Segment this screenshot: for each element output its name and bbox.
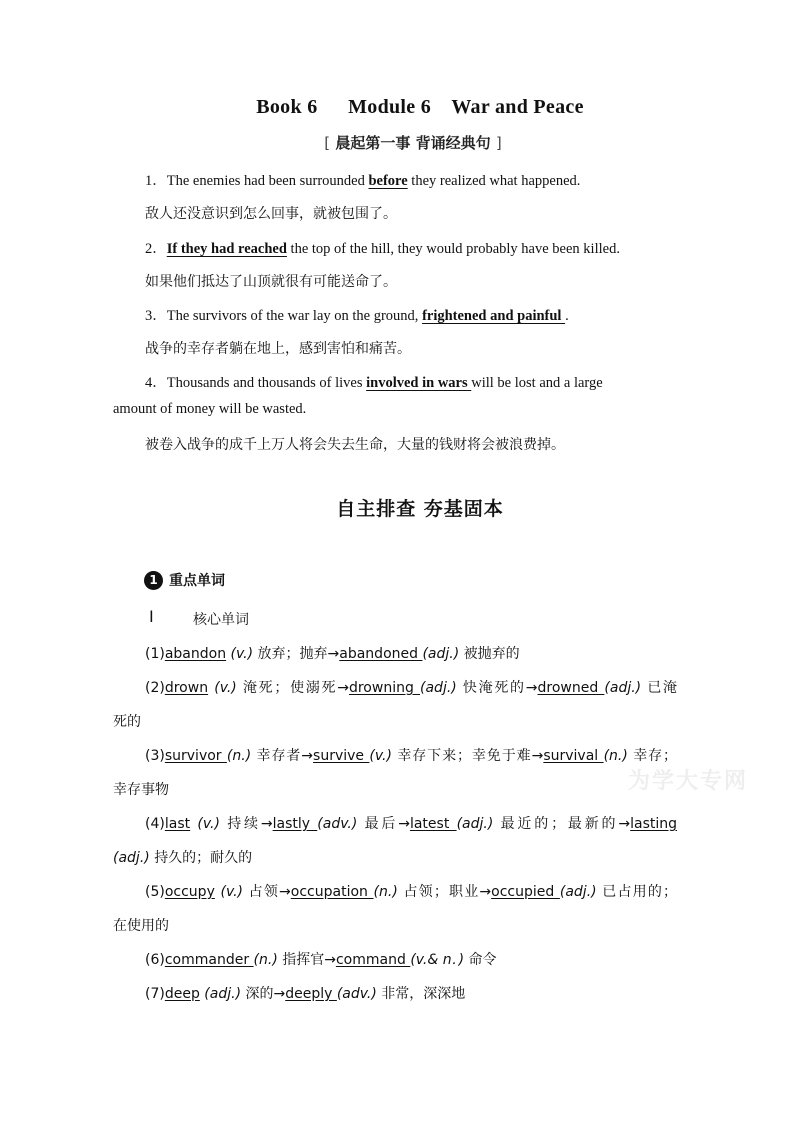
- vocab-word: survivor: [164, 748, 227, 764]
- sentence-text: they realized what happened.: [407, 173, 581, 189]
- sentence-text: .: [565, 308, 569, 324]
- roman-numeral: Ⅰ: [149, 609, 154, 626]
- vocab-item-continued: 在使用的: [113, 918, 169, 934]
- vocab-word: survival: [543, 748, 604, 764]
- sentence-3-translation: 战争的幸存者躺在地上，感到害怕和痛苦。: [145, 341, 411, 357]
- meaning: 占领；职业→: [403, 884, 492, 900]
- meaning: 非常，深深地: [381, 986, 466, 1002]
- vocab-item-continued: [113, 847, 252, 867]
- vocab-word: drown: [164, 680, 209, 696]
- sentence-answer: before: [368, 173, 408, 189]
- part-of-speech: (v.): [369, 748, 392, 764]
- vocab-item: [145, 677, 677, 697]
- sentence-3: [145, 304, 569, 325]
- sentence-text: the top of the hill, they would probably have been killed.: [286, 241, 620, 257]
- sentence-number: 1．: [145, 173, 167, 189]
- bracket-open: [: [324, 134, 331, 152]
- sentence-4-translation: 被卷入战争的成千上万人将会失去生命，大量的钱财将会被浪费掉。: [145, 437, 565, 453]
- vocab-word: survive: [313, 748, 370, 764]
- part-of-speech: (adj.): [113, 850, 150, 866]
- watermark: 为学大专网: [628, 769, 749, 794]
- meaning: 最后→: [364, 816, 410, 832]
- meaning: 最近的；最新的→: [500, 816, 631, 832]
- subcategory-label: 核心单词: [193, 612, 249, 628]
- section-subtitle: [0, 132, 794, 153]
- meaning: 幸存下来；幸免于难→: [397, 748, 544, 764]
- part-of-speech: (v.& n．): [410, 952, 465, 968]
- part-of-speech: (v.): [197, 816, 220, 832]
- part-of-speech: (n.): [373, 884, 398, 900]
- vocab-word: deeply: [285, 986, 337, 1002]
- page-title: Book 6 Module 6 War and Peace: [256, 96, 584, 118]
- category-heading: [144, 570, 225, 590]
- sentence-4: [145, 371, 603, 392]
- part-of-speech: (adj.): [420, 680, 457, 696]
- vocab-item: [145, 745, 677, 765]
- section-heading: 自主排查 夯基固本: [336, 498, 504, 520]
- vocab-word: command: [335, 952, 411, 968]
- sentence-number: 2．: [145, 241, 167, 257]
- meaning: 已淹: [647, 680, 678, 696]
- vocab-word: lastly: [272, 816, 318, 832]
- vocab-item: [145, 949, 497, 969]
- sentence-2: [145, 237, 620, 258]
- vocab-word: commander: [164, 952, 254, 968]
- part-of-speech: (v.): [230, 646, 254, 662]
- vocab-word: abandoned: [339, 646, 423, 662]
- part-of-speech: (adj.): [204, 986, 242, 1002]
- item-number: (2): [145, 680, 165, 696]
- meaning: 已占用的；: [602, 884, 678, 900]
- sentence-2-translation: 如果他们抵达了山顶就很有可能送命了。: [145, 274, 397, 290]
- sentence-number: 3．: [145, 308, 167, 324]
- part-of-speech: (v.): [214, 680, 237, 696]
- vocab-word: abandon: [164, 646, 227, 662]
- category-label: 重点单词: [169, 573, 225, 589]
- subtitle-text: 晨起第一事 背诵经典句: [335, 134, 491, 152]
- vocab-word: occupation: [290, 884, 374, 900]
- sentence-answer: frightened and painful: [422, 308, 566, 324]
- part-of-speech: (n.): [253, 952, 278, 968]
- meaning: 持久的；耐久的: [154, 850, 253, 866]
- part-of-speech: (adj.): [559, 884, 597, 900]
- vocab-word: last: [164, 816, 191, 832]
- item-number: (5): [145, 884, 165, 900]
- part-of-speech: (adj.): [456, 816, 494, 832]
- meaning: 幸存；: [633, 748, 678, 764]
- sentence-text: The survivors of the war lay on the ground,: [166, 308, 423, 324]
- item-number: (4): [145, 816, 165, 832]
- meaning: 占领→: [248, 884, 291, 900]
- sentence-answer: involved in wars: [366, 375, 472, 391]
- meaning: 深的→: [245, 986, 286, 1002]
- part-of-speech: (adj.): [604, 680, 642, 696]
- sentence-1-translation: 敌人还没意识到怎么回事，就被包围了。: [145, 206, 397, 222]
- sentence-4-continued: amount of money will be wasted.: [113, 401, 307, 417]
- vocab-word: drowned: [537, 680, 605, 696]
- vocab-item: [145, 983, 465, 1003]
- vocab-item-continued: 幸存事物: [113, 782, 169, 798]
- sentence-answer: If they had reached: [166, 241, 287, 257]
- part-of-speech: (n.): [226, 748, 252, 764]
- meaning: 快淹死的→: [462, 680, 538, 696]
- vocab-word: occupied: [491, 884, 560, 900]
- part-of-speech: (adv.): [336, 986, 377, 1002]
- bracket-close: ]: [495, 134, 502, 152]
- vocab-item: [145, 813, 677, 833]
- vocab-word: occupy: [164, 884, 215, 900]
- part-of-speech: (n.): [603, 748, 628, 764]
- sentence-text: will be lost and a large: [471, 375, 603, 391]
- meaning: 持续→: [227, 816, 273, 832]
- sentence-1: [145, 169, 580, 190]
- item-number: (3): [145, 748, 165, 764]
- item-number: (1): [145, 646, 165, 662]
- part-of-speech: (adv.): [317, 816, 358, 832]
- part-of-speech: (v.): [220, 884, 244, 900]
- sentence-text: The enemies had been surrounded: [166, 173, 369, 189]
- item-number: (6): [145, 952, 165, 968]
- sentence-number: 4．: [145, 375, 167, 391]
- meaning: 放弃；抛弃→: [257, 646, 340, 662]
- number-badge: 1: [144, 571, 163, 590]
- vocab-word: lasting: [630, 816, 678, 832]
- vocab-item-continued: 死的: [113, 714, 141, 730]
- meaning: 被抛弃的: [463, 646, 520, 662]
- part-of-speech: (adj.): [422, 646, 460, 662]
- vocab-word: drowning: [348, 680, 421, 696]
- meaning: 命令: [468, 952, 497, 968]
- vocab-word: latest: [409, 816, 457, 832]
- vocab-item: [145, 643, 520, 663]
- meaning: 淹死；使溺死→: [242, 680, 349, 696]
- vocab-word: deep: [164, 986, 200, 1002]
- meaning: 幸存者→: [256, 748, 314, 764]
- meaning: 指挥官→: [282, 952, 336, 968]
- vocab-item: [145, 881, 677, 901]
- item-number: (7): [145, 986, 165, 1002]
- sentence-text: Thousands and thousands of lives: [166, 375, 367, 391]
